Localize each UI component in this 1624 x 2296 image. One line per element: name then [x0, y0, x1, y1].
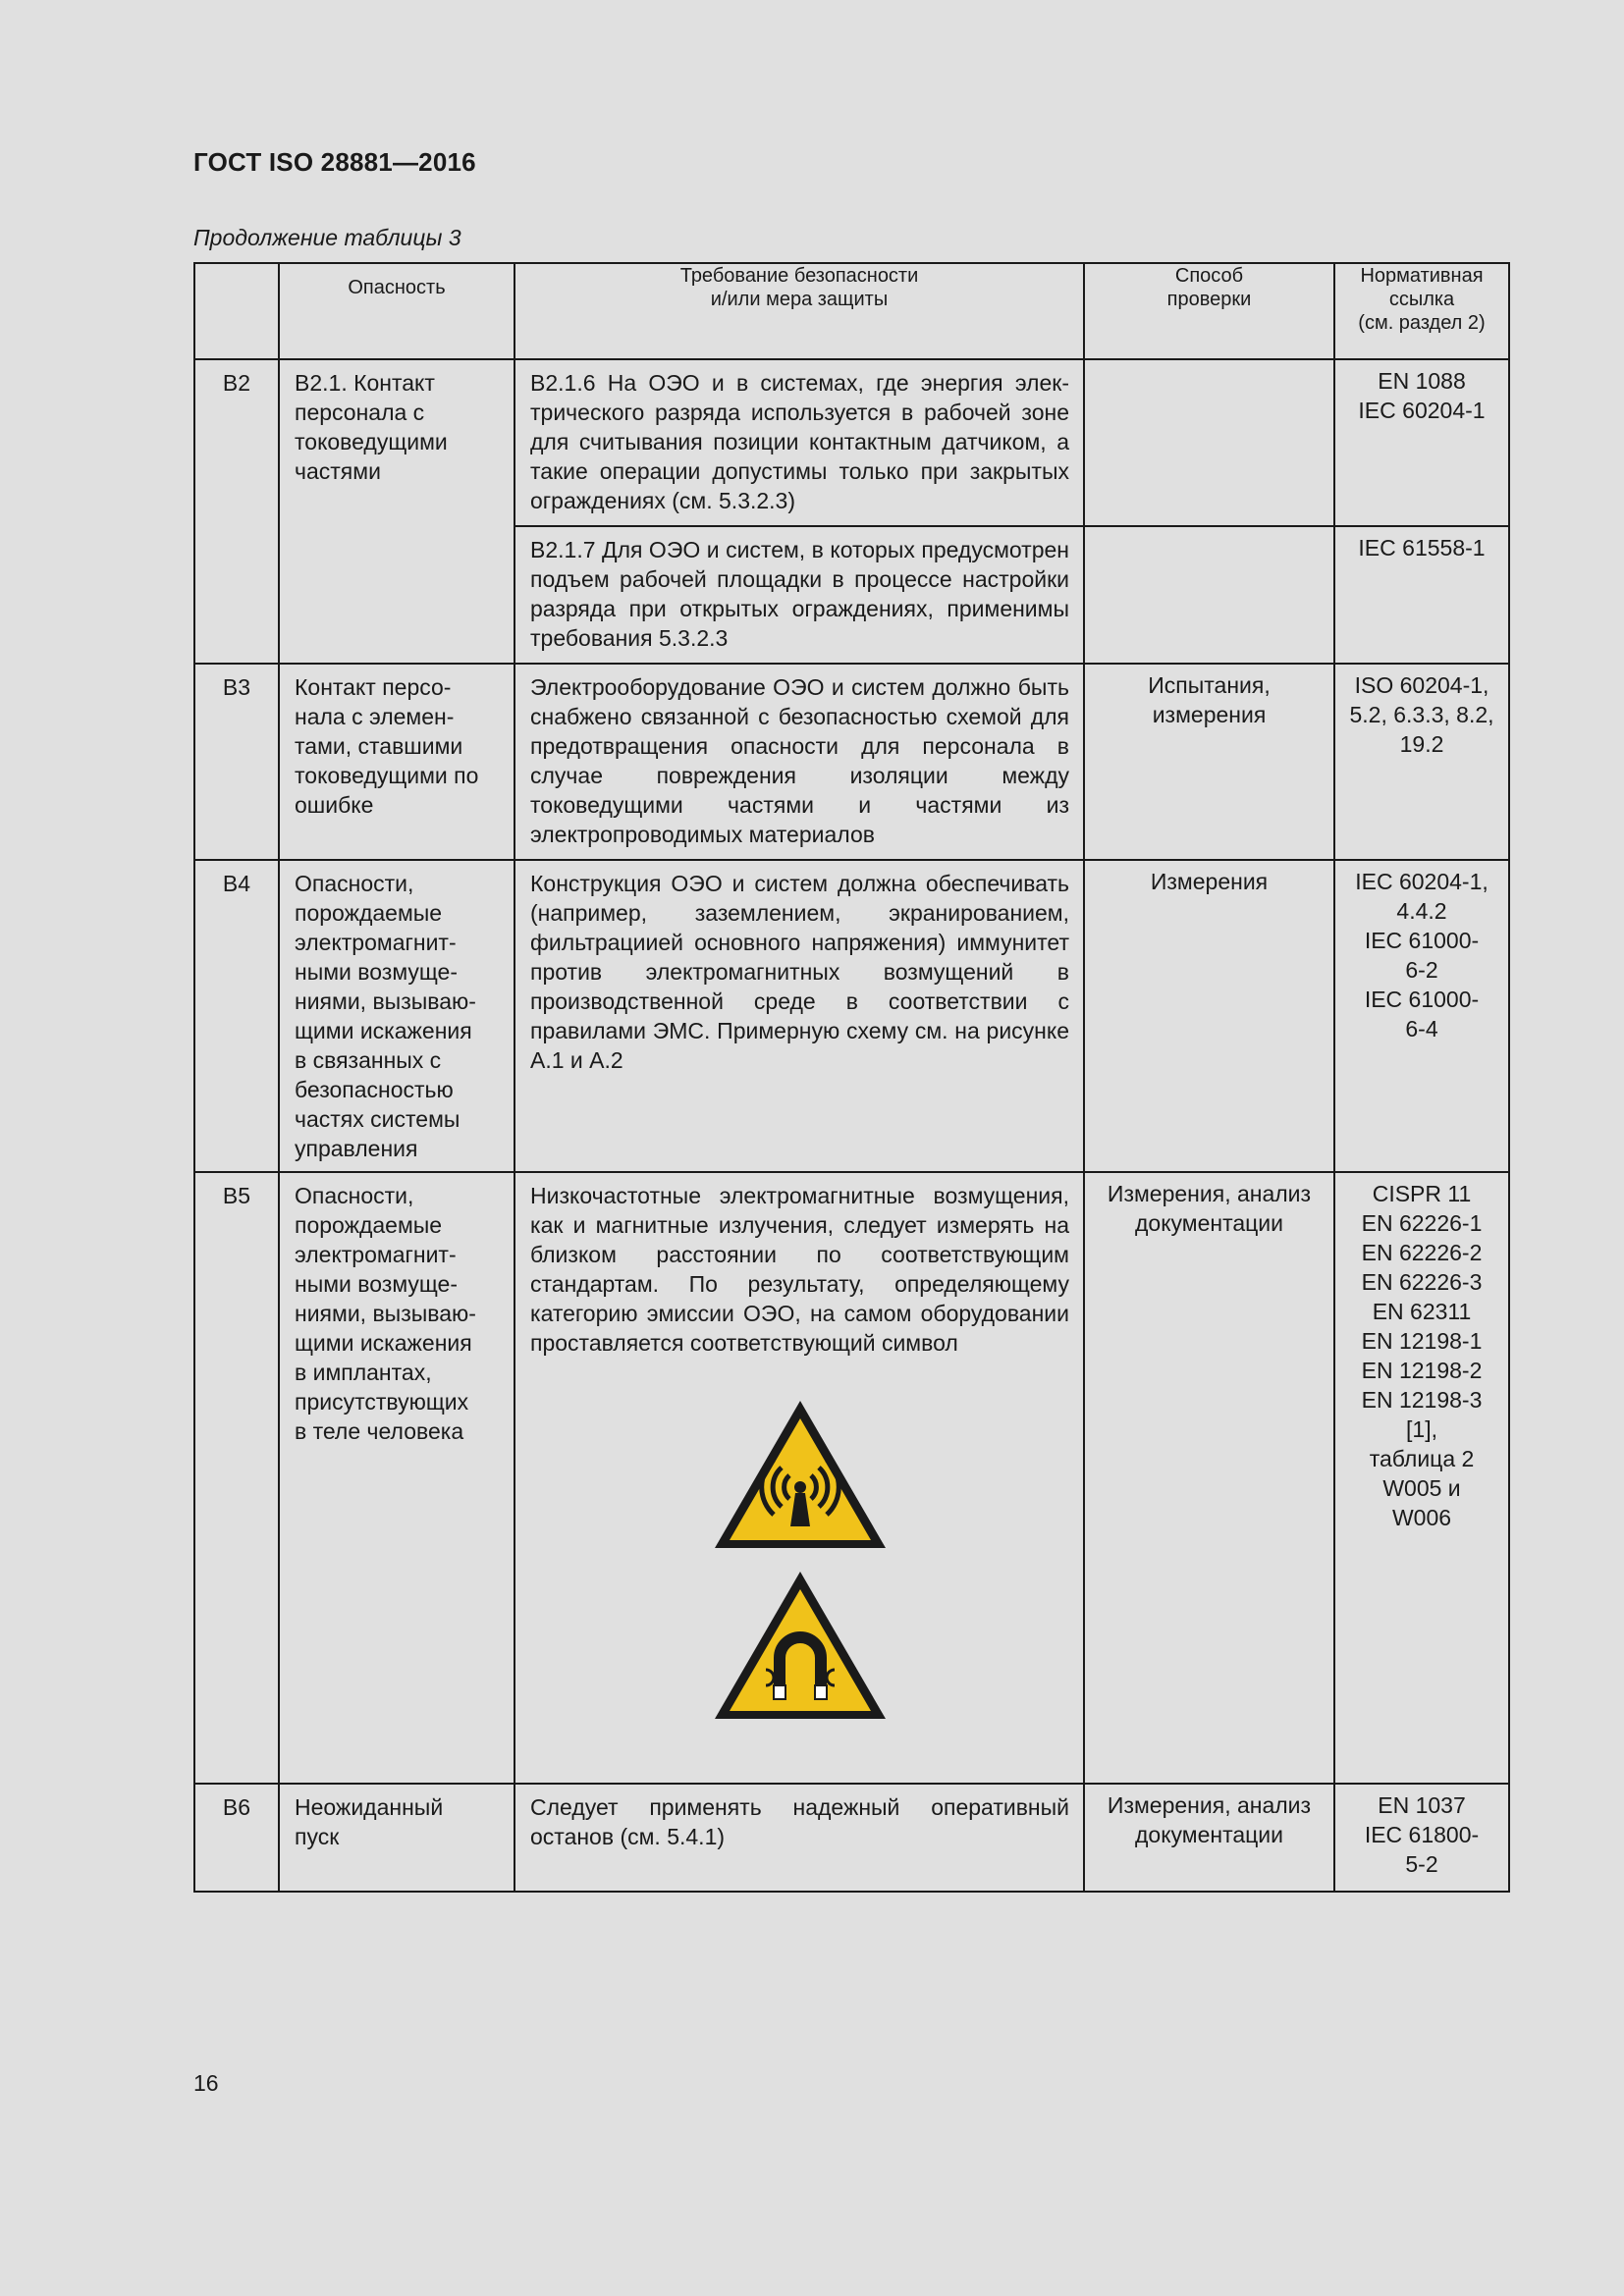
reference-line: 19.2 — [1399, 731, 1444, 757]
header-requirement-line: Требование безопасности — [679, 265, 919, 287]
hazard-line: присутствующих — [295, 1389, 469, 1415]
header-hazard-label: Опасность — [348, 277, 446, 298]
hazard-line: ниями, вызываю- — [295, 988, 476, 1014]
header-id-cell — [194, 263, 279, 359]
hazard-line: порождаемые — [295, 1212, 443, 1238]
header-hazard — [279, 263, 514, 359]
reference-line: таблица 2 — [1369, 1446, 1475, 1471]
requirement-cell-b5 — [514, 1172, 1084, 1784]
header-requirement — [514, 263, 1084, 359]
requirement-cell-b4: Конструкция ОЭО и систем должна обеспечивать (например, заземлением, экранированием, фильтрациией основного напряжения) иммунитет против электромагнитных возмущений в производственной среде в соответствии с правилами ЭМС. Примерную схему см. на рисунке А.1 и А.2 — [514, 860, 1084, 1172]
row-id-b2: В2 — [194, 359, 279, 664]
reference-cell-b6 — [1334, 1784, 1509, 1892]
hazard-line: щими искажения — [295, 1330, 472, 1356]
hazard-line: Опасности, — [295, 871, 414, 896]
table-row-b6 — [194, 1784, 1509, 1892]
reference-line: EN 1037 — [1378, 1792, 1466, 1818]
hazard-line: безопасностью — [295, 1077, 454, 1102]
hazard-line: управления — [295, 1136, 418, 1161]
hazard-line: порождаемые — [295, 900, 443, 926]
hazard-line: токоведущими по — [295, 763, 479, 788]
reference-cell-b5 — [1334, 1172, 1509, 1784]
table-row-b2-1 — [194, 359, 1509, 526]
verification-line: измерения — [1152, 702, 1267, 727]
hazard-cell-b2 — [279, 359, 514, 664]
reference-line: 6-4 — [1405, 1016, 1438, 1041]
hazard-line: щими искажения — [295, 1018, 472, 1043]
reference-line: 4.4.2 — [1396, 898, 1447, 924]
warning-signs — [530, 1358, 1069, 1748]
verification-line: документации — [1134, 1210, 1284, 1236]
reference-line: EN 1088 — [1378, 368, 1466, 394]
reference-line: W006 — [1391, 1505, 1452, 1530]
verification-cell-b6 — [1084, 1784, 1334, 1892]
requirement-cell-b2-2: В2.1.7 Для ОЭО и систем, в которых предусмотрен подъем рабочей площадки в процессе настройки разряда при открытых ограждениях, применимы требования 5.3.2.3 — [514, 526, 1084, 664]
hazard-line: в связанных с — [295, 1047, 442, 1073]
hazard-line: персонала с — [295, 400, 425, 425]
page-number: 16 — [193, 2070, 219, 2096]
table-caption: Продолжение таблицы 3 — [193, 225, 461, 250]
table-row-b3 — [194, 664, 1509, 860]
header-reference-line: (см. раздел 2) — [1358, 312, 1486, 334]
hazard-line: электромагнит- — [295, 1242, 457, 1267]
document-title: ГОСТ ISO 28881—2016 — [193, 147, 476, 177]
verification-cell-b3 — [1084, 664, 1334, 860]
reference-line: IEC 60204-1, — [1355, 869, 1489, 894]
hazard-line: Опасности, — [295, 1183, 414, 1208]
header-requirement-line: и/или мера защиты — [710, 289, 889, 310]
reference-line: 6-2 — [1405, 957, 1438, 983]
reference-line: ISO 60204-1, — [1354, 672, 1489, 698]
hazard-line: ниями, вызываю- — [295, 1301, 476, 1326]
magnetic-field-warning-icon — [711, 1568, 890, 1723]
verification-line: документации — [1134, 1822, 1284, 1847]
hazard-cell-b6 — [279, 1784, 514, 1892]
header-reference — [1334, 263, 1509, 359]
reference-cell-b2-1 — [1334, 359, 1509, 526]
hazard-line: В2.1. Контакт — [295, 370, 435, 396]
reference-line: EN 62311 — [1372, 1299, 1472, 1324]
row-id-b5: В5 — [194, 1172, 279, 1784]
reference-line: EN 12198-1 — [1361, 1328, 1483, 1354]
table-row-b5 — [194, 1172, 1509, 1784]
requirement-text-b5: Низкочастотные электромагнитные возмущения, как и магнитные излучения, следует измерять на близком расстоянии по соответствующим стандартам. По результату, определяющему категорию эмиссии ОЭО, на самом оборудовании проставляется соответствующий символ — [530, 1183, 1069, 1356]
table-header-row — [194, 263, 1509, 359]
reference-cell-b2-2 — [1334, 526, 1509, 664]
non-ionizing-radiation-warning-icon — [711, 1397, 890, 1552]
reference-line: CISPR 11 — [1372, 1181, 1472, 1206]
reference-line: IEC 61800- — [1364, 1822, 1480, 1847]
header-verification — [1084, 263, 1334, 359]
hazard-line: в теле человека — [295, 1418, 464, 1444]
reference-cell-b3 — [1334, 664, 1509, 860]
hazard-line: ными возмуще- — [295, 959, 459, 985]
header-verification-line: Способ — [1174, 265, 1244, 287]
requirement-cell-b2-1: В2.1.6 На ОЭО и в системах, где энергия электрического разряда используется в рабочей зоне для считывания позиции контактным датчиком, а такие операции допустимы только при закрытых ограждениях (см. 5.3.2.3) — [514, 359, 1084, 526]
hazard-line: в имплантах, — [295, 1360, 432, 1385]
hazard-line: токоведущими — [295, 429, 448, 454]
reference-line: [1], — [1406, 1416, 1437, 1442]
reference-line: EN 12198-2 — [1361, 1358, 1483, 1383]
hazard-cell-b4 — [279, 860, 514, 1172]
hazard-cell-b5 — [279, 1172, 514, 1784]
verification-cell-b2-1 — [1084, 359, 1334, 526]
verification-cell-b4 — [1084, 860, 1334, 1172]
hazard-line: Неожиданный — [295, 1794, 444, 1820]
verification-line: Измерения, анализ — [1107, 1792, 1312, 1818]
hazard-line: ошибке — [295, 792, 374, 818]
row-id-b3: В3 — [194, 664, 279, 860]
reference-line: 5-2 — [1405, 1851, 1438, 1877]
hazard-line: Контакт персо- — [295, 674, 452, 700]
row-id-b6: В6 — [194, 1784, 279, 1892]
hazard-line: электромагнит- — [295, 930, 457, 955]
reference-line: IEC 61000- — [1364, 928, 1480, 953]
requirement-cell-b3: Электрооборудование ОЭО и систем должно быть снабжено связанной с безопасностью схемой для предотвращения опасности для персонала в случае повреждения изоляции между токоведущими частями и частями из электропроводимых материалов — [514, 664, 1084, 860]
header-reference-line: ссылка — [1388, 289, 1455, 310]
reference-line: EN 12198-3 — [1361, 1387, 1483, 1413]
reference-line: IEC 61558-1 — [1358, 535, 1486, 561]
reference-line: EN 62226-3 — [1361, 1269, 1483, 1295]
reference-cell-b4 — [1334, 860, 1509, 1172]
header-verification-line: проверки — [1166, 289, 1252, 310]
verification-line: Измерения, анализ — [1107, 1181, 1312, 1206]
verification-line: Измерения — [1150, 869, 1269, 894]
reference-line: W005 и — [1382, 1475, 1461, 1501]
hazard-cell-b3 — [279, 664, 514, 860]
verification-cell-b5 — [1084, 1172, 1334, 1784]
requirement-cell-b6: Следует применять надежный оперативный останов (см. 5.4.1) — [514, 1784, 1084, 1892]
reference-line: 5.2, 6.3.3, 8.2, — [1349, 702, 1494, 727]
hazard-line: ными возмуще- — [295, 1271, 459, 1297]
hazards-table — [193, 262, 1510, 1893]
hazard-line: тами, ставшими — [295, 733, 463, 759]
header-reference-line: Нормативная — [1360, 265, 1484, 287]
reference-line: IEC 61000- — [1364, 987, 1480, 1012]
hazard-line: пуск — [295, 1824, 340, 1849]
reference-line: IEC 60204-1 — [1358, 398, 1486, 423]
hazard-line: частями — [295, 458, 381, 484]
table-row-b4 — [194, 860, 1509, 1172]
verification-line: Испытания, — [1148, 672, 1271, 698]
hazard-line: частях системы — [295, 1106, 460, 1132]
reference-line: EN 62226-1 — [1361, 1210, 1483, 1236]
verification-cell-b2-2 — [1084, 526, 1334, 664]
hazard-line: нала с элемен- — [295, 704, 455, 729]
row-id-b4: В4 — [194, 860, 279, 1172]
reference-line: EN 62226-2 — [1361, 1240, 1483, 1265]
